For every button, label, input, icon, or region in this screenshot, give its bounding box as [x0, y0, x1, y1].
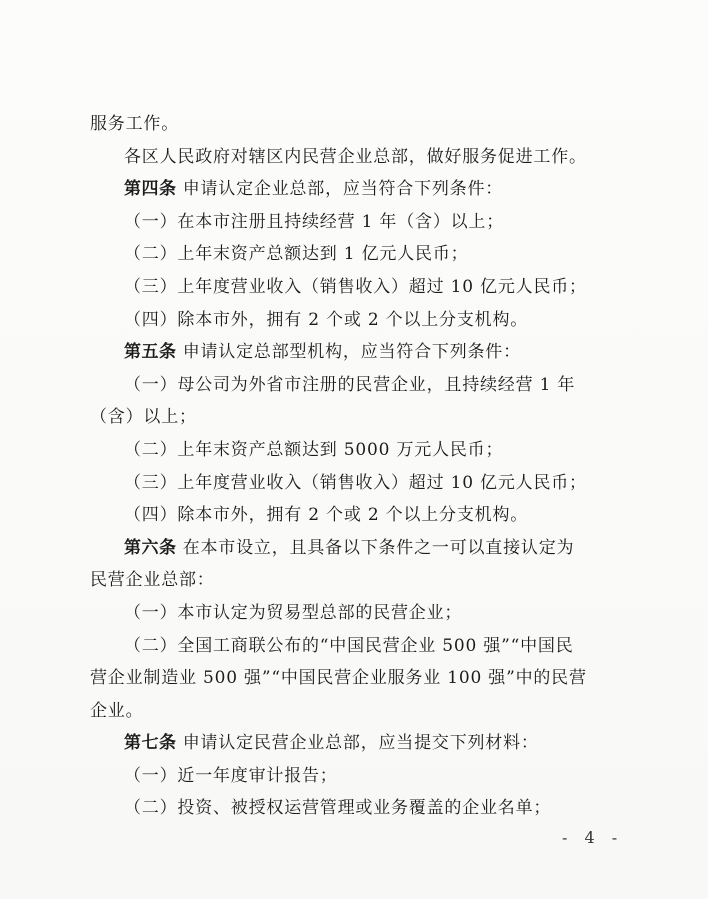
- article-heading: 第五条: [124, 342, 177, 363]
- line-text: （四）除本市外，拥有 2 个或 2 个以上分支机构。: [124, 309, 529, 330]
- text-line: [90, 467, 614, 500]
- text-line: [90, 336, 614, 369]
- text-line: [90, 564, 614, 597]
- line-text: （二）上年末资产总额达到 1 亿元人民币；: [124, 244, 469, 265]
- text-line: [90, 630, 614, 663]
- line-text: （二）投资、被授权运营管理或业务覆盖的企业名单；: [124, 798, 552, 819]
- line-text: 各区人民政府对辖区内民营企业总部，做好服务促进工作。: [124, 146, 587, 167]
- text-line: [90, 434, 614, 467]
- line-text: 服务工作。: [90, 114, 179, 134]
- line-text: 在本市设立，且具备以下条件之一可以直接认定为: [176, 537, 575, 558]
- article-heading: 第六条: [124, 537, 177, 558]
- line-text: 申请认定民营企业总部，应当提交下列材料：: [176, 733, 539, 754]
- line-text: （一）在本市注册且持续经营 1 年（含）以上；: [124, 211, 505, 232]
- line-text: （四）除本市外，拥有 2 个或 2 个以上分支机构。: [124, 505, 529, 526]
- article-heading: 第七条: [124, 733, 177, 754]
- text-line: [90, 271, 614, 304]
- text-line: [90, 238, 614, 271]
- text-line: [90, 206, 614, 239]
- text-line: [90, 304, 614, 337]
- line-text: （一）近一年度审计报告；: [124, 765, 338, 786]
- text-line: [90, 141, 614, 174]
- line-text: （一）母公司为外省市注册的民营企业，且持续经营 1 年: [124, 374, 576, 395]
- text-line: [90, 369, 614, 402]
- line-text: （含）以上；: [90, 407, 197, 428]
- text-line: [90, 499, 614, 532]
- line-text: （三）上年度营业收入（销售收入）超过 10 亿元人民币；: [124, 276, 587, 297]
- text-line: [90, 792, 614, 825]
- text-line: [90, 760, 614, 793]
- text-line: [90, 695, 614, 728]
- line-text: （三）上年度营业收入（销售收入）超过 10 亿元人民币；: [124, 472, 587, 493]
- text-line: [90, 597, 614, 630]
- text-line: [90, 662, 614, 695]
- line-text: 企业。: [90, 700, 144, 721]
- line-text: 营企业制造业 500 强”“中国民营企业服务业 100 强”中的民营: [90, 668, 587, 689]
- line-text: （二）全国工商联公布的“中国民营企业 500 强”“中国民: [124, 635, 574, 656]
- line-text: 申请认定总部型机构，应当符合下列条件：: [176, 342, 521, 363]
- line-text: 申请认定企业总部，应当符合下列条件：: [176, 179, 504, 200]
- page-number: - 4 -: [562, 828, 624, 847]
- text-line: [90, 108, 614, 141]
- article-heading: 第四条: [124, 179, 177, 200]
- line-text: 民营企业总部：: [90, 570, 215, 591]
- line-text: （一）本市认定为贸易型总部的民营企业；: [124, 602, 463, 623]
- text-line: [90, 173, 614, 206]
- text-line: [90, 532, 614, 565]
- text-line: [90, 727, 614, 760]
- line-text: （二）上年末资产总额达到 5000 万元人民币；: [124, 439, 504, 460]
- document-body: [90, 108, 614, 825]
- text-line: [90, 401, 614, 434]
